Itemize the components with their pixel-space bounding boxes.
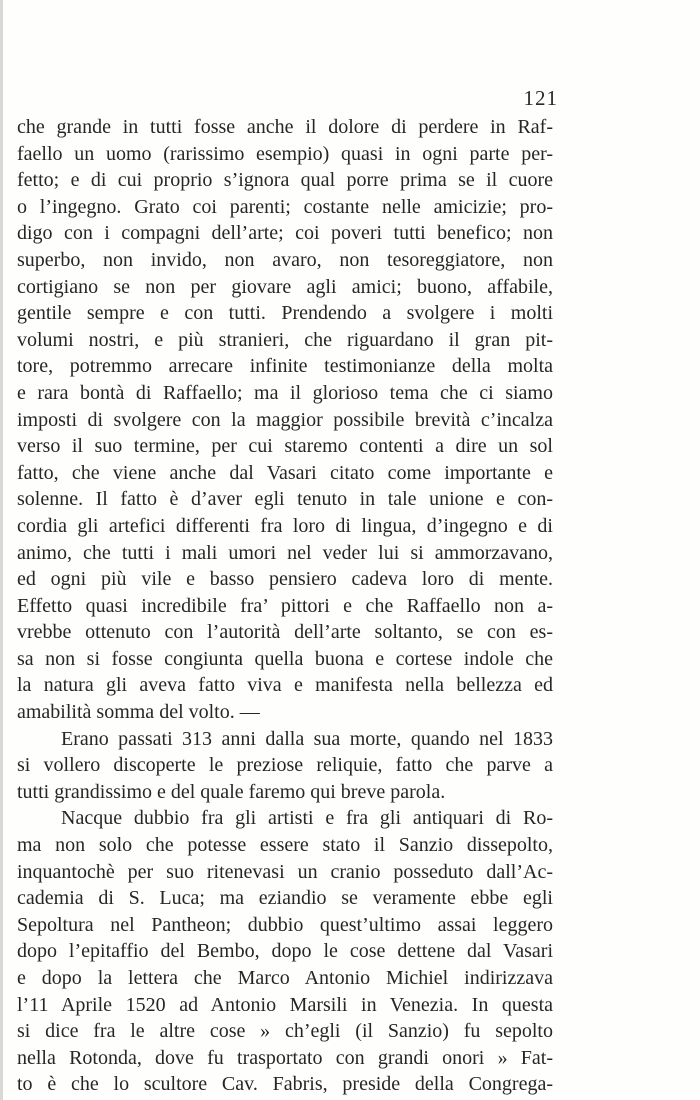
text-line: e rara bontà di Raffaello; ma il glorioso tema che ci siamo (17, 381, 553, 404)
text-line: cortigiano se non per giovare agli amici; buono, affabile, (17, 275, 553, 298)
text-line: e dopo la lettera che Marco Antonio Michiel indirizzava (17, 967, 553, 989)
text-line: amabilità somma del volto. — (17, 701, 260, 724)
text-line: che grande in tutti fosse anche il dolore di perdere in Raf- (17, 116, 553, 138)
text-line: fetto; e di cui proprio s’ignora qual porre prima se il cuore (17, 169, 553, 192)
text-line: digo con i compagni dell’arte; coi poveri tutti benefico; non (17, 222, 553, 245)
text-line: si dice fra le altre cose » ch’egli (il Sanzio) fu sepolto (17, 1020, 553, 1043)
text-line: solenne. Il fatto è d’aver egli tenuto in tale unione e con- (17, 488, 553, 511)
text-line: ma non solo che potesse essere stato il Sanzio dissepolto, (17, 834, 553, 857)
text-line: ed ogni più vile e basso pensiero cadeva loro di mente. (17, 568, 553, 591)
text-line: verso il suo termine, per cui staremo contenti a dire un sol (17, 435, 553, 458)
text-line: tutti grandissimo e del quale faremo qui breve parola. (17, 780, 446, 803)
text-line: la natura gli aveva fatto viva e manifesta nella bellezza ed (17, 674, 553, 697)
text-line: l’11 Aprile 1520 ad Antonio Marsili in Venezia. In questa (17, 993, 553, 1016)
text-line: o l’ingegno. Grato coi parenti; costante nelle amicizie; pro- (17, 195, 553, 218)
text-line: dopo l’epitaffio del Bembo, dopo le cose dettene dal Vasari (17, 940, 553, 963)
text-line: si vollero discoperte le preziose reliquie, fatto che parve a (17, 754, 553, 777)
text-line: Nacque dubbio fra gli artisti e fra gli antiquari di Ro- (61, 807, 553, 830)
text-line: Erano passati 313 anni dalla sua morte, quando nel 1833 (61, 727, 553, 750)
text-line: nella Rotonda, dove fu trasportato con grandi onori » Fat- (17, 1046, 553, 1069)
text-line: superbo, non invido, non avaro, non tesoreggiatore, non (17, 248, 553, 271)
text-line: gentile sempre e con tutti. Prendendo a svolgere i molti (17, 302, 553, 325)
text-line: tore, potremmo arrecare infinite testimonianze della molta (17, 355, 553, 378)
text-line: faello un uomo (rarissimo esempio) quasi in ogni parte per- (17, 142, 553, 165)
body-text (17, 114, 553, 1098)
text-line: inquantochè per suo ritenevasi un cranio posseduto dall’Ac- (17, 860, 553, 883)
text-line: cordia gli artefici differenti fra loro di lingua, d’ingegno e di (17, 514, 553, 537)
text-line: cademia di S. Luca; ma eziandio se veramente ebbe egli (17, 887, 553, 910)
text-line: Effetto quasi incredibile fra’ pittori e che Raffaello non a- (17, 594, 553, 617)
text-line: sa non si fosse congiunta quella buona e cortese indole che (17, 647, 553, 670)
text-line: volumi nostri, e più stranieri, che riguardano il gran pit- (17, 328, 553, 351)
text-line: vrebbe ottenuto con l’autorità dell’arte soltanto, se con es- (17, 621, 553, 644)
text-line: animo, che tutti i mali umori nel veder lui si ammorzavano, (17, 541, 553, 564)
text-line: Sepoltura nel Pantheon; dubbio quest’ultimo assai leggero (17, 913, 553, 936)
page-number: 121 (523, 86, 558, 110)
text-line: fatto, che viene anche dal Vasari citato come importante e (17, 461, 553, 484)
page-edge (0, 0, 3, 1100)
text-line: to è che lo scultore Cav. Fabris, preside della Congrega- (17, 1073, 553, 1096)
text-line: imposti di svolgere con la maggior possibile brevità c’incalza (17, 408, 553, 431)
